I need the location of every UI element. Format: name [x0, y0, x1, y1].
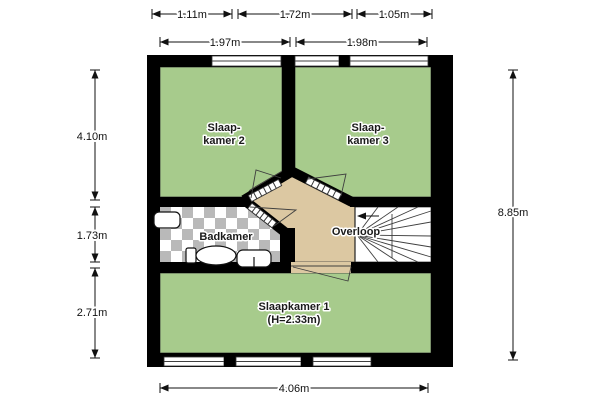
window-bottom-middle — [236, 357, 301, 366]
dim-top-5 — [296, 37, 427, 49]
washbasin-icon — [237, 250, 271, 267]
wall-below-stairs — [351, 262, 453, 273]
dim-label: 1.11m — [177, 9, 207, 21]
wall-above-badkamer — [147, 197, 250, 207]
room-slaapkamer1-floor — [160, 273, 431, 353]
dim-label: 1.73m — [76, 230, 108, 242]
label-slaapkamer3-line2: kamer 3 — [347, 135, 389, 147]
label-slaapkamer1-line1: Slaapkamer 1 — [258, 301, 330, 313]
dim-top-4 — [160, 37, 290, 49]
window-mullion-bottom-1 — [224, 356, 236, 367]
wall-above-stairs — [350, 197, 453, 207]
sink-icon — [154, 212, 180, 228]
dim-right — [498, 70, 529, 360]
dim-top-2 — [238, 9, 352, 21]
label-slaapkamer3-line1: Slaap- — [351, 122, 385, 134]
window-mullion-bottom-2 — [301, 356, 313, 367]
dim-left-3 — [77, 268, 108, 358]
dim-left-2 — [77, 207, 108, 262]
dim-label: 1.98m — [346, 37, 378, 49]
doorway-threshold — [291, 262, 351, 273]
dim-label: 8.85m — [497, 207, 529, 219]
toilet-icon — [186, 246, 236, 265]
dim-label: 4.06m — [278, 383, 310, 395]
window-mullion-top — [339, 55, 350, 67]
label-slaapkamer1-line2: (H=2.33m) — [267, 314, 321, 326]
window-top-slaapkamer2 — [212, 56, 281, 66]
window-bottom-left — [164, 357, 224, 366]
window-top-slaapkamer3-left — [295, 56, 339, 66]
dim-top-1 — [152, 9, 232, 21]
dim-label: 1.97m — [209, 37, 241, 49]
wall-divider-bedrooms — [282, 55, 295, 176]
label-badkamer: Badkamer — [199, 231, 253, 243]
dim-left-1 — [77, 70, 108, 200]
label-slaapkamer2-line1: Slaap- — [207, 122, 241, 134]
window-bottom-right — [313, 357, 371, 366]
dim-label: 4.10m — [76, 131, 108, 143]
dim-bottom — [160, 383, 428, 395]
dim-label: 1.05m — [378, 9, 410, 21]
label-overloop: Overloop — [331, 226, 381, 238]
dim-top-3 — [357, 9, 432, 21]
dim-label: 2.71m — [76, 307, 108, 319]
dim-label: 1.72m — [279, 9, 311, 21]
window-top-slaapkamer3-right — [350, 56, 428, 66]
label-slaapkamer2-line2: kamer 2 — [203, 135, 245, 147]
